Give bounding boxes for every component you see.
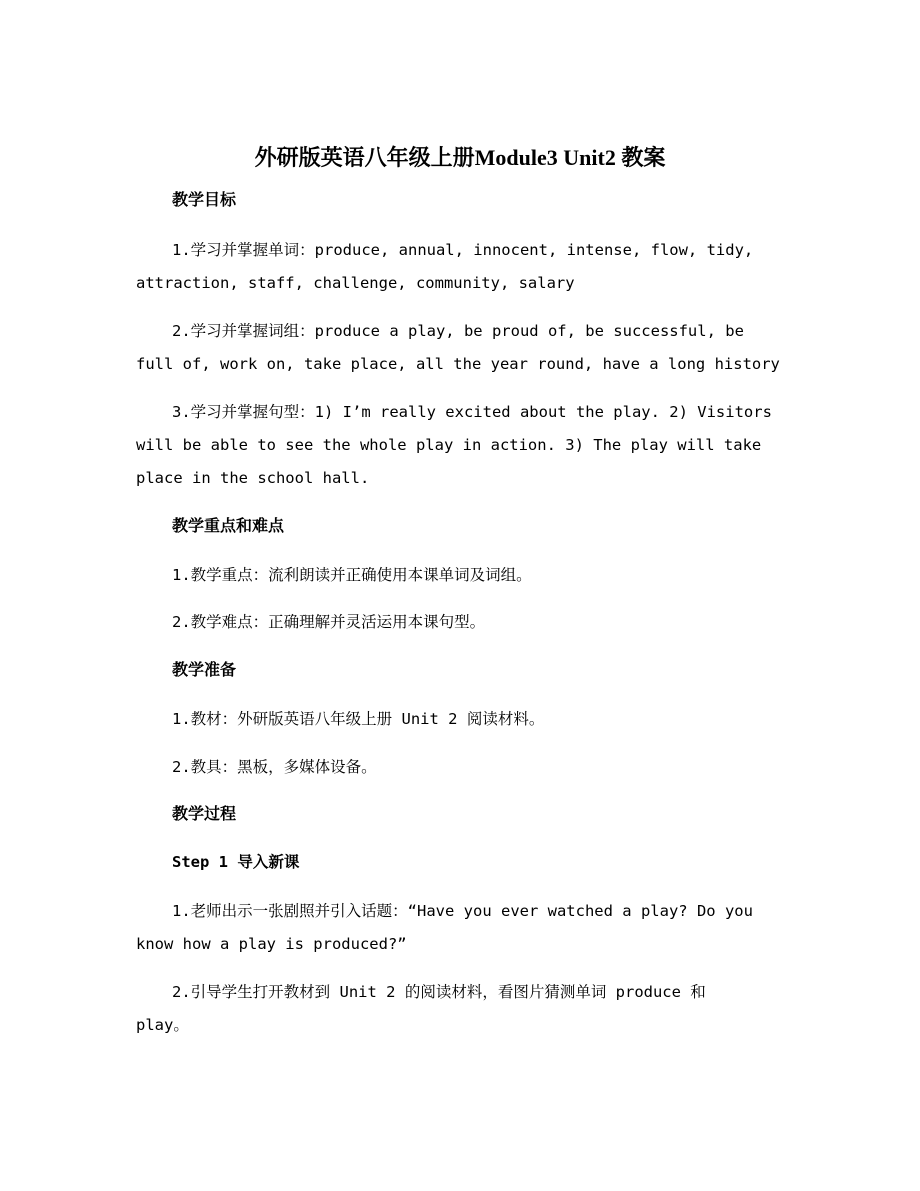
paragraph-line: 2.教具：黑板，多媒体设备。	[172, 758, 377, 776]
objective-item-1	[136, 234, 790, 300]
key-point-item-1	[136, 559, 790, 592]
paragraph-line: full of, work on, take place, all the year round, have a long history	[136, 355, 780, 373]
paragraph-line: know how a play is produced?”	[136, 935, 407, 953]
section-heading-process: 教学过程	[172, 804, 237, 823]
section-heading-key-points: 教学重点和难点	[172, 516, 285, 535]
paragraph-line: will be able to see the whole play in action. 3) The play will take	[136, 436, 762, 454]
process-item-1	[136, 895, 790, 961]
paragraph-line: play。	[136, 1016, 189, 1034]
preparation-item-1	[136, 703, 790, 736]
preparation-item-2	[136, 751, 790, 784]
paragraph-line: attraction, staff, challenge, community, salary	[136, 274, 575, 292]
paragraph-line: 1.教学重点：流利朗读并正确使用本课单词及词组。	[172, 566, 532, 584]
document-title: 外研版英语八年级上册Module3 Unit2 教案	[254, 145, 666, 170]
paragraph-line: 3.学习并掌握句型：1) I’m really excited about the play. 2) Visitors	[172, 403, 772, 421]
key-point-item-2	[136, 606, 790, 639]
paragraph-line: 1.学习并掌握单词：produce, annual, innocent, intense, flow, tidy,	[172, 241, 754, 259]
paragraph-line: 1.老师出示一张剧照并引入话题：“Have you ever watched a play? Do you	[172, 902, 753, 920]
paragraph-line: place in the school hall.	[136, 469, 370, 487]
section-heading-objectives: 教学目标	[172, 190, 237, 209]
step-heading: Step 1 导入新课	[172, 853, 300, 871]
objective-item-2	[136, 315, 790, 381]
paragraph-line: 2.引导学生打开教材到 Unit 2 的阅读材料，看图片猜测单词 produce 和	[172, 983, 706, 1001]
paragraph-line: 2.教学难点：正确理解并灵活运用本课句型。	[172, 613, 486, 631]
paragraph-line: 2.学习并掌握词组：produce a play, be proud of, be successful, be	[172, 322, 744, 340]
process-item-2	[136, 976, 790, 1042]
section-heading-preparation: 教学准备	[172, 660, 237, 679]
objective-item-3	[136, 396, 790, 495]
paragraph-line: 1.教材：外研版英语八年级上册 Unit 2 阅读材料。	[172, 710, 545, 728]
